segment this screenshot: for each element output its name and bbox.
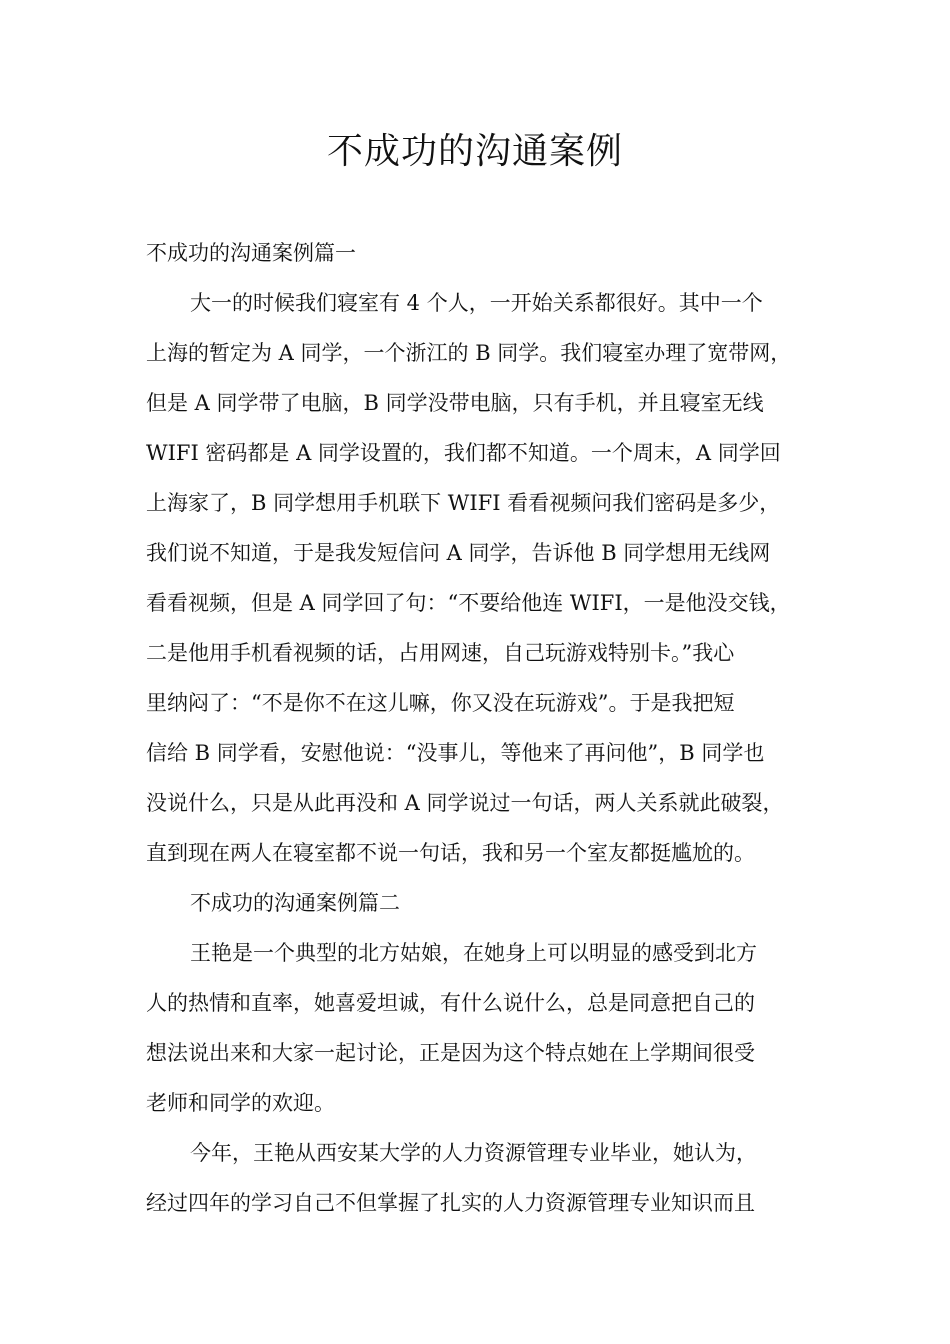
section-heading-2: 不成功的沟通案例篇二 — [190, 891, 400, 915]
text-line: 直到现在两人在寝室都不说一句话，我和另一个室友都挺尴尬的。 — [146, 841, 755, 865]
text-line: 但是 A 同学带了电脑，B 同学没带电脑，只有手机，并且寝室无线 — [146, 391, 764, 415]
text-line: WIFI 密码都是 A 同学设置的，我们都不知道。一个周末，A 同学回 — [146, 441, 781, 465]
text-line: 信给 B 同学看，安慰他说：“没事儿，等他来了再问他”，B 同学也 — [146, 741, 765, 765]
text-line: 我们说不知道，于是我发短信问 A 同学，告诉他 B 同学想用无线网 — [146, 541, 771, 565]
document-body — [146, 228, 826, 1228]
text-line: 大一的时候我们寝室有 4 个人，一开始关系都很好。其中一个 — [190, 291, 763, 315]
text-line: 老师和同学的欢迎。 — [146, 1091, 335, 1115]
text-line: 想法说出来和大家一起讨论，正是因为这个特点她在上学期间很受 — [146, 1041, 755, 1065]
text-line: 上海的暂定为 A 同学，一个浙江的 B 同学。我们寝室办理了宽带网， — [146, 341, 792, 365]
text-line: 人的热情和直率，她喜爱坦诚，有什么说什么，总是同意把自己的 — [146, 991, 755, 1015]
document-title: 不成功的沟通案例 — [326, 131, 623, 172]
section-heading-1: 不成功的沟通案例篇一 — [146, 241, 356, 265]
text-line: 王艳是一个典型的北方姑娘，在她身上可以明显的感受到北方 — [190, 941, 757, 965]
text-line: 今年，王艳从西安某大学的人力资源管理专业毕业，她认为， — [190, 1141, 757, 1165]
text-line: 没说什么，只是从此再没和 A 同学说过一句话，两人关系就此破裂， — [146, 791, 784, 815]
text-line: 二是他用手机看视频的话，占用网速，自己玩游戏特别卡。”我心 — [146, 641, 735, 665]
text-line: 经过四年的学习自己不但掌握了扎实的人力资源管理专业知识而且 — [146, 1191, 755, 1215]
text-line: 里纳闷了：“不是你不在这儿嘛，你又没在玩游戏”。于是我把短 — [146, 691, 735, 715]
text-line: 看看视频，但是 A 同学回了句：“不要给他连 WIFI，一是他没交钱， — [146, 591, 791, 615]
text-line: 上海家了，B 同学想用手机联下 WIFI 看看视频问我们密码是多少， — [146, 491, 781, 515]
